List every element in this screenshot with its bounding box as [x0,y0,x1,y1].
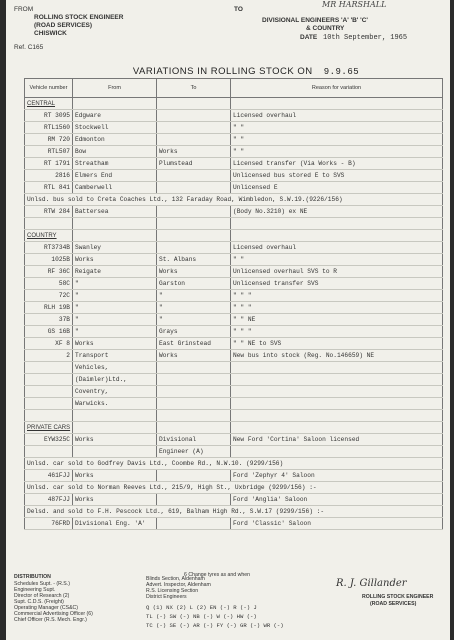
reason-cell: Unlicensed transfer SVS [231,278,443,290]
vehicle-cell: RTL1560 [25,122,73,134]
to-cell: Works [157,146,231,158]
code-line: Q (1) NX (2) L (2) EN (-) R (-) J [146,604,257,611]
vehicle-cell: RF 36C [25,266,73,278]
distribution-item: Blinds Section, Aldenham [146,576,205,582]
from-cell: Vehicles, [73,362,157,374]
table-header-row [25,79,443,98]
reason-cell: Unlicensed bus stored E to SVS [231,170,443,182]
reason-cell: (Body No.3210) ex NE [231,206,443,218]
vehicle-cell: XF 8 [25,338,73,350]
table-cell [157,218,231,230]
from-cell: Reigate [73,266,157,278]
table-row [25,362,443,374]
from-cell: Streatham [73,158,157,170]
vehicle-cell: 76FRD [25,518,73,530]
to-cell: Grays [157,326,231,338]
to-line-2: & COUNTRY [306,25,345,32]
vehicle-cell [25,374,73,386]
to-cell: Works [157,266,231,278]
table-row [25,146,443,158]
to-cell [157,374,231,386]
from-cell: Swanley [73,242,157,254]
table-cell [231,422,443,434]
distribution-title: DISTRIBUTION [14,574,51,580]
table-row [25,206,443,218]
table-row [25,122,443,134]
reference: Ref. C165 [14,44,44,51]
to-cell [157,386,231,398]
reason-cell: " " [231,122,443,134]
to-label: TO [234,6,243,13]
title-date: 9.9.65 [323,67,360,77]
to-cell: " [157,290,231,302]
table-row [25,374,443,386]
signature: R. J. Gillander [336,578,407,589]
reason-cell: Ford 'Classic' Saloon [231,518,443,530]
vehicle-cell: RT3734B [25,242,73,254]
document-title [116,66,376,77]
from-line-1: ROLLING STOCK ENGINEER [34,14,124,21]
to-cell: Divisional [157,434,231,446]
to-cell [157,122,231,134]
reason-cell: Licensed transfer (Via Works - B) [231,158,443,170]
table-cell [157,98,231,110]
to-cell: " [157,314,231,326]
distribution-right-list [146,576,211,600]
table-cell [157,230,231,242]
to-cell [157,398,231,410]
vehicle-cell [25,398,73,410]
from-cell: Coventry, [73,386,157,398]
from-line-2: (ROAD SERVICES) [34,22,93,29]
from-cell: Works [73,254,157,266]
to-cell: Garston [157,278,231,290]
table-row [25,494,443,506]
to-cell [157,470,231,482]
date-label: DATE [300,34,318,41]
vehicle-cell [25,446,73,458]
reason-cell: " " [231,134,443,146]
table-section-row [25,230,443,242]
reason-cell: " " " [231,302,443,314]
to-handwritten-note: MR HARSHALL [322,0,387,9]
distribution-item: Engineering Supt. [14,587,56,593]
table-cell [231,98,443,110]
reason-cell: Licensed overhaul [231,242,443,254]
table-cell [73,98,157,110]
to-cell [157,518,231,530]
from-cell: " [73,278,157,290]
date-value: 10th September, 1965 [323,34,408,42]
vehicle-cell [25,386,73,398]
from-cell: Battersea [73,206,157,218]
distribution-item: Operating Manager (CS&C) [14,605,79,611]
reason-cell [231,398,443,410]
col-from: From [73,79,157,98]
to-cell [157,182,231,194]
table-row [25,350,443,362]
from-cell: " [73,326,157,338]
distribution-item: Director of Research (2) [14,593,70,599]
vehicle-cell: RT 1791 [25,158,73,170]
table-row [25,182,443,194]
table-cell [231,230,443,242]
sign-title-2: (ROAD SERVICES) [370,601,417,607]
table-row [25,302,443,314]
footer-note: 6 Change tyres as and when [184,572,251,578]
from-label: FROM [14,6,34,13]
table-cell [231,410,443,422]
table-row [25,110,443,122]
from-cell: Warwicks. [73,398,157,410]
table-note-row [25,458,443,470]
vehicle-cell: RT 3095 [25,110,73,122]
table-row [25,446,443,458]
from-cell: " [73,302,157,314]
from-cell: Camberwell [73,182,157,194]
table-cell [73,218,157,230]
to-cell: " [157,302,231,314]
table-row [25,134,443,146]
table-row [25,434,443,446]
reason-cell [231,374,443,386]
distribution-item: R.S. Licensing Section [146,588,199,594]
to-cell [157,362,231,374]
vehicle-cell [25,362,73,374]
from-cell: Transport [73,350,157,362]
reason-cell: New Ford 'Cortina' Saloon licensed [231,434,443,446]
to-cell: St. Albans [157,254,231,266]
table-cell [25,410,73,422]
sign-title-1: ROLLING STOCK ENGINEER [362,594,434,600]
district-codes [146,603,284,630]
table-row [25,278,443,290]
reason-cell [231,362,443,374]
reason-cell: " " " [231,290,443,302]
table-row [25,158,443,170]
reason-cell: " " NE to SVS [231,338,443,350]
table-row [25,290,443,302]
from-cell: Works [73,434,157,446]
from-cell: " [73,290,157,302]
to-cell [157,170,231,182]
table-cell [157,410,231,422]
section-heading: CENTRAL [25,98,73,110]
reason-cell: New bus into stock (Reg. No.146659) NE [231,350,443,362]
table-row [25,386,443,398]
table-cell [73,410,157,422]
table-row [25,254,443,266]
reason-cell: Licensed overhaul [231,110,443,122]
vehicle-cell: 487FJJ [25,494,73,506]
section-heading: COUNTRY [25,230,73,242]
from-cell [73,446,157,458]
vehicle-cell: 461FJJ [25,470,73,482]
from-cell: Edgware [73,110,157,122]
col-to: To [157,79,231,98]
table-cell [231,218,443,230]
distribution-item: Chief Officer (R.S. Mech. Engr.) [14,617,87,623]
from-cell: " [73,314,157,326]
from-cell: (Daimler)Ltd., [73,374,157,386]
document-sheet [6,0,450,640]
from-line-3: CHISWICK [34,30,67,37]
from-cell: Divisional Eng. 'A' [73,518,157,530]
vehicle-cell: 37B [25,314,73,326]
distribution-item: Supt. C.D.S. (Freight) [14,599,64,605]
to-cell: East Grinstead [157,338,231,350]
table-row [25,314,443,326]
to-cell: Plumstead [157,158,231,170]
reason-cell: " " " [231,326,443,338]
table-cell [25,218,73,230]
col-vehicle-number: Vehicle number [25,79,73,98]
date-row [300,34,407,43]
vehicle-cell: 1025B [25,254,73,266]
reason-cell [231,386,443,398]
table-row [25,266,443,278]
reason-cell [231,446,443,458]
reason-cell: " " [231,254,443,266]
table-row [25,242,443,254]
distribution-item: District Engineers [146,594,187,600]
vehicle-cell: RTL507 [25,146,73,158]
title-text: VARIATIONS IN ROLLING STOCK ON [132,66,313,77]
to-cell [157,242,231,254]
table-row [25,170,443,182]
reason-cell: Unlicensed overhaul SVS to R [231,266,443,278]
vehicle-cell: 2816 [25,170,73,182]
table-row [25,518,443,530]
from-cell: Stockwell [73,122,157,134]
to-cell: Engineer (A) [157,446,231,458]
from-cell: Bow [73,146,157,158]
to-cell [157,134,231,146]
vehicle-cell: 58C [25,278,73,290]
vehicle-cell: RTL 841 [25,182,73,194]
from-cell: Elmers End [73,170,157,182]
reason-cell: Ford 'Anglia' Saloon [231,494,443,506]
distribution-item: Advert. Inspector, Aldenham [146,582,211,588]
table-cell [157,422,231,434]
reason-cell: Ford 'Zephyr 4' Saloon [231,470,443,482]
vehicle-cell: EYW325C [25,434,73,446]
code-line: TL (-) SW (-) NB (-) W (-) HW (-) [146,613,257,620]
vehicle-cell: RM 720 [25,134,73,146]
reason-cell: " " [231,146,443,158]
to-line-1: DIVISIONAL ENGINEERS 'A' 'B' 'C' [262,17,368,24]
vehicle-cell: RLH 19B [25,302,73,314]
from-cell: Works [73,470,157,482]
table-row [25,326,443,338]
vehicle-cell: 2 [25,350,73,362]
from-cell: Edmonton [73,134,157,146]
table-section-row [25,422,443,434]
table-row [25,398,443,410]
to-cell [157,110,231,122]
table-cell [73,422,157,434]
note-cell: Unlsd. car sold to Godfrey Davis Ltd., Coombe Rd., N.W.10. (9299/156) [25,458,443,470]
section-heading: PRIVATE CARS [25,422,73,434]
table-blank-row [25,218,443,230]
table-note-row [25,482,443,494]
to-cell [157,494,231,506]
distribution-left-list [14,581,93,623]
vehicle-cell: 72C [25,290,73,302]
to-cell: Works [157,350,231,362]
table-note-row [25,506,443,518]
table-row [25,338,443,350]
note-cell: Delsd. and sold to F.H. Pescock Ltd., 619, Balham High Rd., S.W.17 (9299/156) :- [25,506,443,518]
vehicle-cell: RTW 284 [25,206,73,218]
table-cell [73,230,157,242]
reason-cell: Unlicensed E [231,182,443,194]
from-cell: Works [73,338,157,350]
from-cell: Works [73,494,157,506]
note-cell: Unlsd. bus sold to Creta Coaches Ltd., 132 Faraday Road, Wimbledon, S.W.19.(9226/156) [25,194,443,206]
table-note-row [25,194,443,206]
table-row [25,470,443,482]
vehicle-cell: GS 16B [25,326,73,338]
col-reason: Reason for variation [231,79,443,98]
distribution-item: Schedules Supt. - (R.S.) [14,581,70,587]
distribution-item: Commercial Advertising Officer (6) [14,611,93,617]
table-section-row [25,98,443,110]
note-cell: Unlsd. car sold to Norman Reeves Ltd., 215/9, High St., Uxbridge (9299/156) :- [25,482,443,494]
table-body [25,98,443,530]
to-cell [157,206,231,218]
table-blank-row [25,410,443,422]
code-line: TC (-) SE (-) AR (-) FY (-) GR (-) WR (-) [146,622,284,629]
reason-cell: " " NE [231,314,443,326]
variations-table [24,78,443,530]
